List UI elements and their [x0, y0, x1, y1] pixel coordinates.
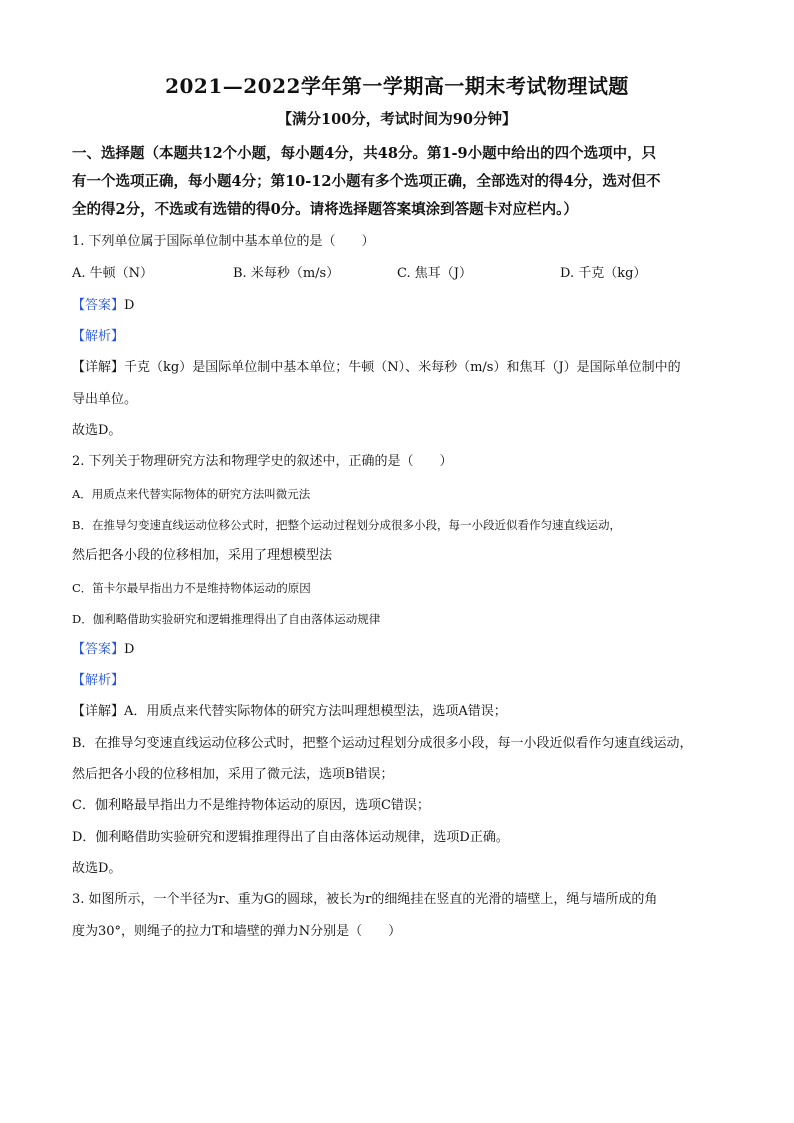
- q2-answer-value: D: [124, 642, 135, 657]
- q1-answer-tag: 【答案】: [72, 298, 125, 313]
- q2-conclusion: 故选D。: [72, 861, 122, 876]
- section-instructions: [72, 140, 722, 224]
- q2-detail-line-2: B．在推导匀变速直线运动位移公式时，把整个运动过程划分成很多小段，每一小段近似看作匀速直线运动，: [72, 736, 693, 751]
- q2-analysis-tag: 【解析】: [72, 673, 125, 688]
- q2-stem: 2. 下列关于物理研究方法和物理学史的叙述中，正确的是（ ）: [72, 454, 453, 469]
- q1-detail-line-1: [72, 358, 681, 378]
- q2-detail-tag: 【详解】: [72, 704, 125, 719]
- q1-option-a: A. 牛顿（N）: [72, 266, 154, 281]
- q1-conclusion: 故选D。: [72, 423, 122, 438]
- q1-analysis-tag: 【解析】: [72, 329, 125, 344]
- section-line-2: 有一个选项正确，每小题4分；第10-12小题有多个选项正确，全部选对的得4分，选对但不: [72, 173, 661, 190]
- q2-option-a: A．用质点来代替实际物体的研究方法叫微元法: [72, 487, 311, 501]
- q2-option-b: B．在推导匀变速直线运动位移公式时，把整个运动过程划分成很多小段，每一小段近似看作匀速直线运动，: [72, 518, 621, 532]
- q1-detail-line-2: 导出单位。: [72, 392, 138, 407]
- q2-answer-tag: 【答案】: [72, 642, 125, 657]
- q1-detail-text-1: 千克（kg）是国际单位制中基本单位；牛顿（N）、米每秒（m/s）和焦耳（J）是国际单位制中的: [124, 360, 681, 375]
- q2-option-d: D．伽利略借助实验研究和逻辑推理得出了自由落体运动规律: [72, 612, 381, 626]
- q1-stem: 1. 下列单位属于国际单位制中基本单位的是（ ）: [72, 234, 375, 249]
- q1-answer-value: D: [124, 298, 135, 313]
- q1-option-d: D. 千克（kg）: [560, 266, 647, 281]
- q2-detail-text-1: A．用质点来代替实际物体的研究方法叫理想模型法，选项A错误；: [124, 704, 507, 719]
- q2-detail-line-1: [72, 702, 507, 722]
- section-line-1: 一、选择题（本题共12个小题，每小题4分，共48分。第1-9小题中给出的四个选项中，只: [72, 145, 657, 162]
- exam-subtitle: 【满分100分，考试时间为90分钟】: [277, 111, 517, 128]
- q1-answer: [72, 296, 134, 316]
- q3-stem-line-2: 度为30°，则绳子的拉力T和墙壁的弹力N分别是（ ）: [72, 924, 402, 939]
- q2-detail-line-5: D．伽利略借助实验研究和逻辑推理得出了自由落体运动规律，选项D正确。: [72, 830, 509, 845]
- q2-answer: [72, 640, 134, 660]
- q2-option-c: C．笛卡尔最早指出力不是维持物体运动的原因: [72, 581, 311, 595]
- q1-detail-tag: 【详解】: [72, 360, 125, 375]
- exam-title: 2021—2022学年第一学期高一期末考试物理试题: [165, 74, 629, 98]
- q2-detail-line-4: C．伽利略最早指出力不是维持物体运动的原因，选项C错误；: [72, 798, 430, 813]
- section-line-3: 全的得2分，不选或有选错的得0分。请将选择题答案填涂到答题卡对应栏内。）: [72, 201, 578, 218]
- q1-option-c: C. 焦耳（J）: [397, 266, 472, 281]
- q2-detail-line-3: 然后把各小段的位移相加，采用了微元法，选项B错误；: [72, 767, 394, 782]
- q3-stem-line-1: 3. 如图所示，一个半径为r、重为G的圆球，被长为r的细绳挂在竖直的光滑的墙壁上，绳与墙所成的角: [72, 892, 658, 907]
- q2-option-b-cont: 然后把各小段的位移相加，采用了理想模型法: [72, 548, 333, 563]
- q2-analysis: [72, 671, 124, 691]
- q1-analysis: [72, 327, 124, 347]
- q1-option-b: B. 米每秒（m/s）: [233, 266, 340, 281]
